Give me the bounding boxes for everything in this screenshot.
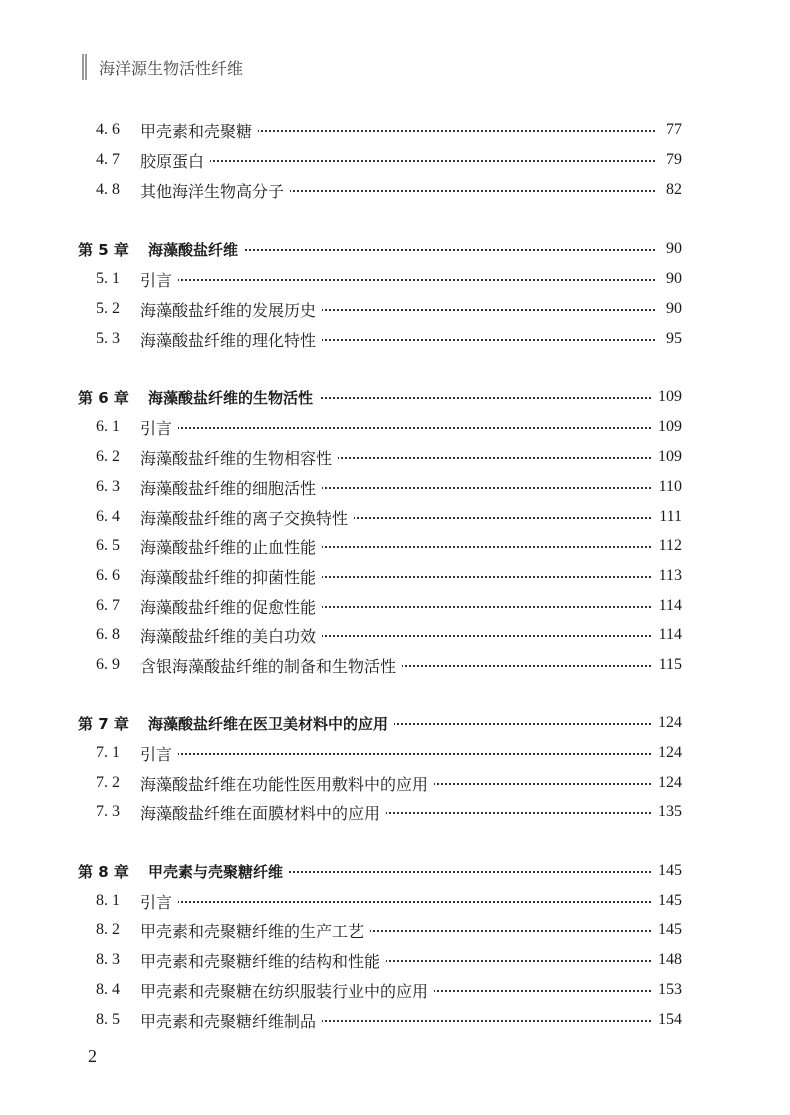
- toc-section-row[interactable]: [0, 505, 790, 529]
- section-title: 海藻酸盐纤维的离子交换特性: [140, 506, 354, 529]
- section-title: 其他海洋生物高分子: [140, 179, 290, 202]
- chapter-number: 第 6 章: [78, 388, 129, 407]
- section-number: 4. 8: [96, 181, 120, 198]
- chapter-number: 第 5 章: [78, 240, 129, 259]
- section-title: 海藻酸盐纤维的抑菌性能: [140, 565, 322, 588]
- page-ref: 82: [660, 181, 682, 199]
- section-number: 4. 7: [96, 151, 120, 168]
- running-title: 海洋源生物活性纤维: [99, 58, 244, 78]
- page-ref: 153: [652, 981, 682, 999]
- section-number: 8. 5: [96, 1011, 120, 1028]
- page-ref: 113: [653, 567, 682, 585]
- toc-section-row[interactable]: [0, 475, 790, 499]
- section-number: 6. 2: [96, 448, 120, 465]
- section-number: 6. 7: [96, 597, 120, 614]
- section-number: 6. 9: [96, 656, 120, 673]
- page-ref: 115: [653, 656, 682, 674]
- running-header: [82, 52, 243, 82]
- toc-chapter-row[interactable]: [0, 385, 790, 409]
- page-ref: 124: [652, 714, 682, 732]
- section-number: 6. 5: [96, 537, 120, 554]
- page-ref: 145: [652, 921, 682, 939]
- toc-section-row[interactable]: [0, 771, 790, 795]
- section-number: 5. 2: [96, 300, 120, 317]
- chapter-title: 海藻酸盐纤维的生物活性: [148, 387, 319, 408]
- section-number: 8. 1: [96, 892, 120, 909]
- toc-section-row[interactable]: [0, 178, 790, 202]
- section-title: 海藻酸盐纤维的美白功效: [140, 624, 322, 647]
- toc-section-row[interactable]: [0, 327, 790, 351]
- toc-section-row[interactable]: [0, 297, 790, 321]
- toc-section-row[interactable]: [0, 623, 790, 647]
- section-number: 4. 6: [96, 121, 120, 138]
- header-rule-icon: [82, 54, 87, 80]
- section-number: 6. 1: [96, 418, 120, 435]
- section-title: 含银海藻酸盐纤维的制备和生物活性: [140, 654, 402, 677]
- dot-leader: [140, 279, 655, 281]
- page-ref: 109: [652, 418, 682, 436]
- page-ref: 124: [652, 774, 682, 792]
- page-ref: 109: [652, 448, 682, 466]
- page-number: 2: [88, 1046, 97, 1066]
- section-number: 6. 6: [96, 567, 120, 584]
- chapter-number: 第 7 章: [78, 714, 129, 733]
- section-title: 海藻酸盐纤维的促愈性能: [140, 595, 322, 618]
- toc-section-row[interactable]: [0, 445, 790, 469]
- toc-section-row[interactable]: [0, 267, 790, 291]
- section-number: 8. 2: [96, 921, 120, 938]
- dot-leader: [140, 427, 655, 429]
- section-title: 海藻酸盐纤维的细胞活性: [140, 476, 322, 499]
- section-number: 7. 2: [96, 774, 120, 791]
- toc-section-row[interactable]: [0, 415, 790, 439]
- page-ref: 95: [660, 330, 682, 348]
- chapter-title: 海藻酸盐纤维: [148, 239, 244, 260]
- page-ref: 79: [660, 151, 682, 169]
- section-number: 5. 1: [96, 270, 120, 287]
- toc-chapter-row[interactable]: [0, 711, 790, 735]
- section-title: 甲壳素和壳聚糖纤维的结构和性能: [140, 949, 386, 972]
- section-title: 引言: [140, 268, 178, 291]
- page-ref: 145: [652, 862, 682, 880]
- section-number: 5. 3: [96, 330, 120, 347]
- section-title: 海藻酸盐纤维的生物相容性: [140, 446, 338, 469]
- chapter-title: 甲壳素与壳聚糖纤维: [148, 861, 289, 882]
- toc-section-row[interactable]: [0, 741, 790, 765]
- page-ref: 112: [653, 537, 682, 555]
- page-ref: 77: [660, 121, 682, 139]
- page-ref: 124: [652, 744, 682, 762]
- toc-chapter-row[interactable]: [0, 859, 790, 883]
- section-title: 甲壳素和壳聚糖纤维的生产工艺: [140, 919, 370, 942]
- toc-section-row[interactable]: [0, 978, 790, 1002]
- dot-leader: [140, 160, 655, 162]
- toc-chapter-row[interactable]: [0, 237, 790, 261]
- section-title: 海藻酸盐纤维的理化特性: [140, 328, 322, 351]
- section-title: 引言: [140, 416, 178, 439]
- toc-section-row[interactable]: [0, 918, 790, 942]
- section-title: 海藻酸盐纤维在面膜材料中的应用: [140, 801, 386, 824]
- page-ref: 148: [652, 951, 682, 969]
- section-number: 8. 4: [96, 981, 120, 998]
- dot-leader: [140, 753, 655, 755]
- page-ref: 90: [660, 240, 682, 258]
- section-title: 甲壳素和壳聚糖纤维制品: [140, 1009, 322, 1032]
- section-number: 7. 3: [96, 803, 120, 820]
- toc-section-row[interactable]: [0, 534, 790, 558]
- section-title: 引言: [140, 742, 178, 765]
- page-ref: 135: [652, 803, 682, 821]
- section-title: 海藻酸盐纤维的发展历史: [140, 298, 322, 321]
- section-title: 海藻酸盐纤维的止血性能: [140, 535, 322, 558]
- dot-leader: [140, 901, 655, 903]
- toc-section-row[interactable]: [0, 948, 790, 972]
- toc-section-row[interactable]: [0, 148, 790, 172]
- toc-section-row[interactable]: [0, 800, 790, 824]
- section-title: 甲壳素和壳聚糖在纺织服装行业中的应用: [140, 979, 434, 1002]
- page-ref: 114: [653, 597, 682, 615]
- section-title: 甲壳素和壳聚糖: [140, 119, 258, 142]
- section-number: 8. 3: [96, 951, 120, 968]
- page-ref: 114: [653, 626, 682, 644]
- section-number: 6. 4: [96, 508, 120, 525]
- page-ref: 90: [660, 270, 682, 288]
- section-number: 6. 8: [96, 626, 120, 643]
- toc-section-row[interactable]: [0, 889, 790, 913]
- toc-section-row[interactable]: [0, 564, 790, 588]
- section-title: 海藻酸盐纤维在功能性医用敷料中的应用: [140, 772, 434, 795]
- page-ref: 109: [652, 388, 682, 406]
- chapter-title: 海藻酸盐纤维在医卫美材料中的应用: [148, 713, 394, 734]
- page-ref: 90: [660, 300, 682, 318]
- section-title: 胶原蛋白: [140, 149, 210, 172]
- toc-section-row[interactable]: [0, 594, 790, 618]
- section-title: 引言: [140, 890, 178, 913]
- section-number: 6. 3: [96, 478, 120, 495]
- toc-section-row[interactable]: [0, 118, 790, 142]
- page-ref: 154: [652, 1011, 682, 1029]
- toc-section-row[interactable]: [0, 1008, 790, 1032]
- toc-section-row[interactable]: [0, 653, 790, 677]
- chapter-number: 第 8 章: [78, 862, 129, 881]
- page-ref: 111: [653, 508, 682, 526]
- section-number: 7. 1: [96, 744, 120, 761]
- page-ref: 110: [653, 478, 682, 496]
- page-ref: 145: [652, 892, 682, 910]
